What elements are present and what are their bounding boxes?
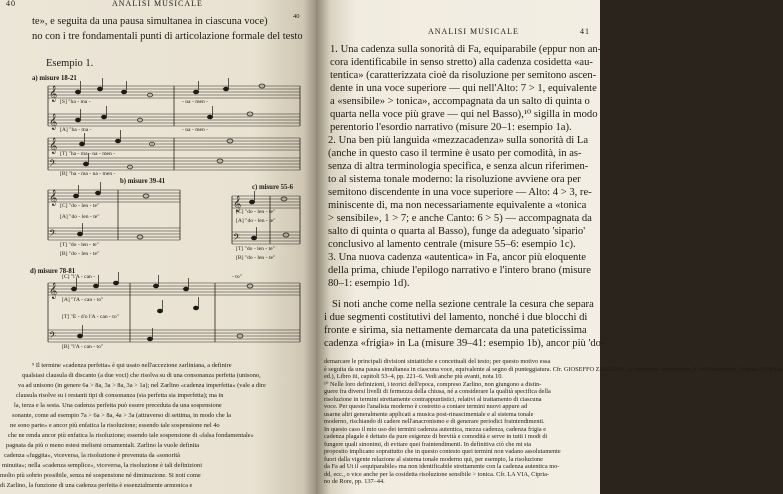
lyric-c-4: [B] "do - len - te"	[236, 255, 276, 261]
lyric-d-3: [A] "l'A - can - to"	[62, 297, 104, 303]
example-b-label: b) misure 39-41	[120, 178, 166, 185]
right-footnote-line: demarcare le principali divisioni sintattiche e concettuali del testo; per questo motivo essa	[324, 358, 551, 365]
body-line: fronte e sirima, sia nettamente demarcata da una pateticissima	[324, 325, 587, 336]
right-footnote-line: fuori dalla vigente relazione al sistema tonale moderno qui, per esempio, la risoluzione	[324, 455, 543, 463]
right-footnote-line: voce. Per questo l'analista moderno è costretto a coniare termini nuovi appure ad	[324, 403, 528, 410]
body-line: a «sensibile» > tonica», accompagnata da un salto di quinta o	[330, 96, 590, 107]
staff-d	[48, 283, 300, 342]
lyric-c-1: [C] "do - len - te"	[236, 209, 276, 215]
left-running-head: ANALISI MUSICALE	[112, 0, 203, 8]
lyric-d-2: - to"	[232, 274, 242, 280]
right-footnote-line: è seguita da una pausa simultanea in ciascuna voce, equivalente al segno di punteggiatura. Cfr. GIOSEFFO ZARLINO, Le istitutioni harmoniche, F. dei Franceschi, Venezia 1558 (3a	[324, 365, 783, 373]
body-line: (anche in questo caso il termine è usato per comodità, in as-	[328, 148, 582, 159]
lyric-b-2: [A] "do - len - te"	[60, 214, 100, 220]
left-footnote-line: minuita»; nella «cadenza semplice», viceversa, la risoluzione è tali definizioni	[2, 462, 202, 469]
lyric-b-1: [C] "do - len - te"	[60, 203, 100, 209]
body-line: perentorio l'esordio narrativo (misure 20–1: esempio 1a).	[330, 122, 572, 133]
right-footnote-line: dd, ecc., o vice anche per la cosidetta risoluzione sensibile > tonica. Cfr. LA VIA, Cipria-	[324, 470, 549, 478]
left-page	[0, 0, 316, 494]
body-line: i due segmenti costitutivi del lamento, nonché i due blocchi di	[324, 312, 588, 323]
body-line: cora identificabile in senso stretto) alla cadenza cosidetta «au-	[330, 57, 593, 68]
body-line: quarta nella voce più grave — qui nel Basso),¹⁰ sigilla in modo	[330, 109, 598, 120]
left-footnote-line: va ad unisono (in genere 6a > 8a, 3a > 8a, 3a > 1a); nel Zarlino «cadenza imperfetta» (vale a dire	[18, 382, 266, 389]
treble-clef-icon: 𝄞	[49, 139, 58, 154]
bass-clef-icon: 𝄢	[233, 233, 241, 245]
body-line: 3. Una nuova cadenza «autentica» in Fa, ancor più eloquente	[328, 252, 586, 263]
lyric-d-5: [B] "l'A - can - to"	[62, 344, 104, 350]
body-line: to al sistema tonale moderno: la risoluzione avviene ora per	[328, 174, 581, 185]
treble-clef-icon: 𝄞	[49, 87, 58, 102]
footnote-ref: 40	[293, 13, 300, 20]
right-page-number: 41	[580, 27, 590, 36]
body-line: cadenza «frigia» in La (misure 39–41: esempio 1b), ancor più 'do-	[324, 338, 605, 349]
right-page	[316, 0, 783, 494]
example-title: Esempio 1.	[46, 58, 94, 69]
body-line: semitono discendente in una voce superiore — Alto: 4 > 3, re-	[328, 187, 592, 198]
left-page-number: 40	[6, 0, 16, 8]
body-line: senza di altra terminologia specifica, e senza alcun riferimen-	[328, 161, 589, 172]
bass-clef-icon: 𝄢	[49, 159, 57, 171]
treble-clef-icon: 𝄞	[49, 284, 58, 299]
example-d-label: d) misure 78-81	[30, 268, 76, 275]
treble-clef-icon: 𝄞	[49, 191, 58, 206]
right-footnote-line: In questo caso il mio uso dei termini cadenza autentica, mezza cadenza, cadenza frigia e	[324, 425, 547, 433]
right-footnote-line: cadenza plagale è dettato da pure esigenze di brevità e comodità e serve in tutti i modi di	[324, 433, 548, 440]
bass-clef-icon: 𝄢	[49, 331, 57, 343]
body-line: 1. Una cadenza sulla sonorità di Fa, equiparabile (eppur non an-	[330, 44, 602, 55]
body-line: 80–1: esempio 1d).	[328, 278, 410, 289]
notes-c	[249, 191, 289, 240]
lyric-a-1: [S] "ha - ma -	[60, 99, 91, 105]
body-line: > sensibile», 1 > 7; e anche Canto: 6 > 5) — accompagnata da	[328, 213, 592, 224]
right-footnote-line: fungere quali sinonimi, di evitare quei fraintendimenti. In definitiva ciò che mi sta	[324, 440, 532, 448]
lyric-c-3: [T] "do - len - te"	[236, 246, 275, 252]
example-c-label: c) misure 55-6	[252, 184, 294, 191]
lyric-a-4: - na - men -	[182, 127, 209, 133]
left-footnote-line: pagnata da più o meno estesi melismi ornamentali. Zarlino la vuole definita	[6, 442, 200, 449]
body-line: Si noti anche come nella sezione centrale la cesura che separa	[332, 299, 594, 310]
left-footnote-line: che ne renda ancor più enfatica la risoluzione; essendo tale sospensione di «falsa fondamentale»	[8, 432, 254, 439]
treble-clef-icon: 𝄞	[49, 115, 58, 130]
left-footnote-line: la, terza e la sesta. Una cadenza perfetta può essere preceduta da una sospensione	[14, 402, 222, 409]
lyric-a-6: [B] "ha - ma - na - men -	[60, 171, 116, 177]
left-footnote-line: molto più sobrio possibile, senza né sospensione né diminuzione. Si noti come	[0, 472, 201, 479]
lyric-d-1: [C] "l'A - can -	[62, 274, 96, 280]
treble-clef-icon: 𝄞	[233, 197, 242, 212]
body-line: dente in una voce superiore — qui nell'Alto: 7 > 1, equivalente	[330, 83, 597, 94]
right-footnote-line: guere fra diversi livelli di fermezza della chiusa, né a considerare la qualità specifica della	[324, 388, 551, 395]
right-footnote-line: no de Rore, pp. 137–44.	[324, 478, 385, 485]
right-footnote-line: risoluzione in termini strettamente contrappuntistici, relativi al trattamento di ciascuna	[324, 395, 542, 403]
left-footnote-line: ne sono parte» e ancor più enfatica la risoluzione; essendo tale sospensione nel 4o	[10, 422, 220, 429]
right-footnote-line: moderno, rischiando di cadere nell'anacronismo e di generare periodici fraintendimenti.	[324, 418, 545, 425]
lyric-d-4: [T] "E - d'o l'A - can - to"	[62, 314, 119, 320]
right-footnote-line: da Fa ad Ut il «equiparabile» ma non identificabile strettamente con la cadenza autentica mo-	[324, 463, 560, 470]
right-footnote-line: usarne altri generalmente applicati a musica post-rinascimentale e al sistema tonale	[324, 410, 534, 418]
top-line-2: no con i tre fondamentali punti di articolazione formale del testo	[32, 31, 303, 42]
body-line: 2. Una ben più languida «mezzacadenza» sulla sonorità di La	[328, 135, 589, 146]
example-a-label: a) misure 18-21	[32, 75, 77, 82]
left-footnote-line: di Zarlino, la funzione di una cadenza perfetta è essenzialmente armonica e	[0, 482, 193, 489]
lyric-c-2: [A] "do - len - te"	[236, 218, 276, 224]
right-running-head: ANALISI MUSICALE	[428, 27, 519, 36]
lyric-a-3: [A] "ha - ma -	[60, 127, 92, 133]
left-footnote-line: qualsiasi clausula di discanto (a due voci) che risolva su di una consonanza perfetta (unisono,	[22, 372, 261, 379]
body-line: conclusivo al lamento centrale (misure 55–6: esempio 1c).	[328, 239, 576, 250]
lyric-a-5: [T] "ha - ma - na - men -	[60, 151, 116, 157]
right-footnote-line: ed.), Libro iii, capitoli 53–4, pp. 221–6. Vedi anche più avanti, nota 10.	[324, 373, 503, 380]
lyric-b-3: [T] "do - len - te"	[60, 242, 99, 248]
right-footnote-line: ¹⁰ Nelle loro definizioni, i teorici dell'epoca, compreso Zarlino, non giungono a distin-	[324, 380, 542, 388]
body-line: salto di quinta o quarta al Basso), funge da adeguato 'sipario'	[328, 226, 586, 237]
right-footnote-line: proposito implicano soprattutto che in questo contesto quei termini non vadano assolutamente	[324, 448, 561, 455]
lyric-b-4: [B] "do - len - te"	[60, 251, 100, 257]
body-line: tentica» (caratterizzata cioè da risoluzione per semitono ascen-	[330, 70, 597, 81]
top-line-1: te», e seguita da una pausa simultanea in ciascuna voce)	[32, 16, 268, 27]
bass-clef-icon: 𝄢	[49, 229, 57, 241]
left-footnote-line: ⁹ Il termine «cadenza perfetta» è qui usato nell'accezione zarliniana, a definire	[32, 362, 232, 369]
notes-b	[73, 182, 149, 239]
left-footnote-line: cadenza «fuggita», viceversa, la risoluzione è prevenuta da «sonorità	[4, 452, 181, 459]
body-line: della prima, chiude l'epilogo narrativo e l'intero brano (misure	[328, 265, 591, 276]
body-line: miniscente di, ma non necessariamente equivalente a «tonica	[328, 200, 587, 211]
left-footnote-line: sonante, come ad esempio 7a > 6a > 8a, 4a > 3a (attraverso di settima, in modo che la	[12, 412, 231, 419]
notes-d	[71, 272, 253, 341]
lyric-a-2: - na - men -	[182, 99, 209, 105]
left-footnote-line: clausula risolve su i restanti tipi di consonanza (sia perfetta sia imperfetta); ma in	[16, 392, 224, 399]
